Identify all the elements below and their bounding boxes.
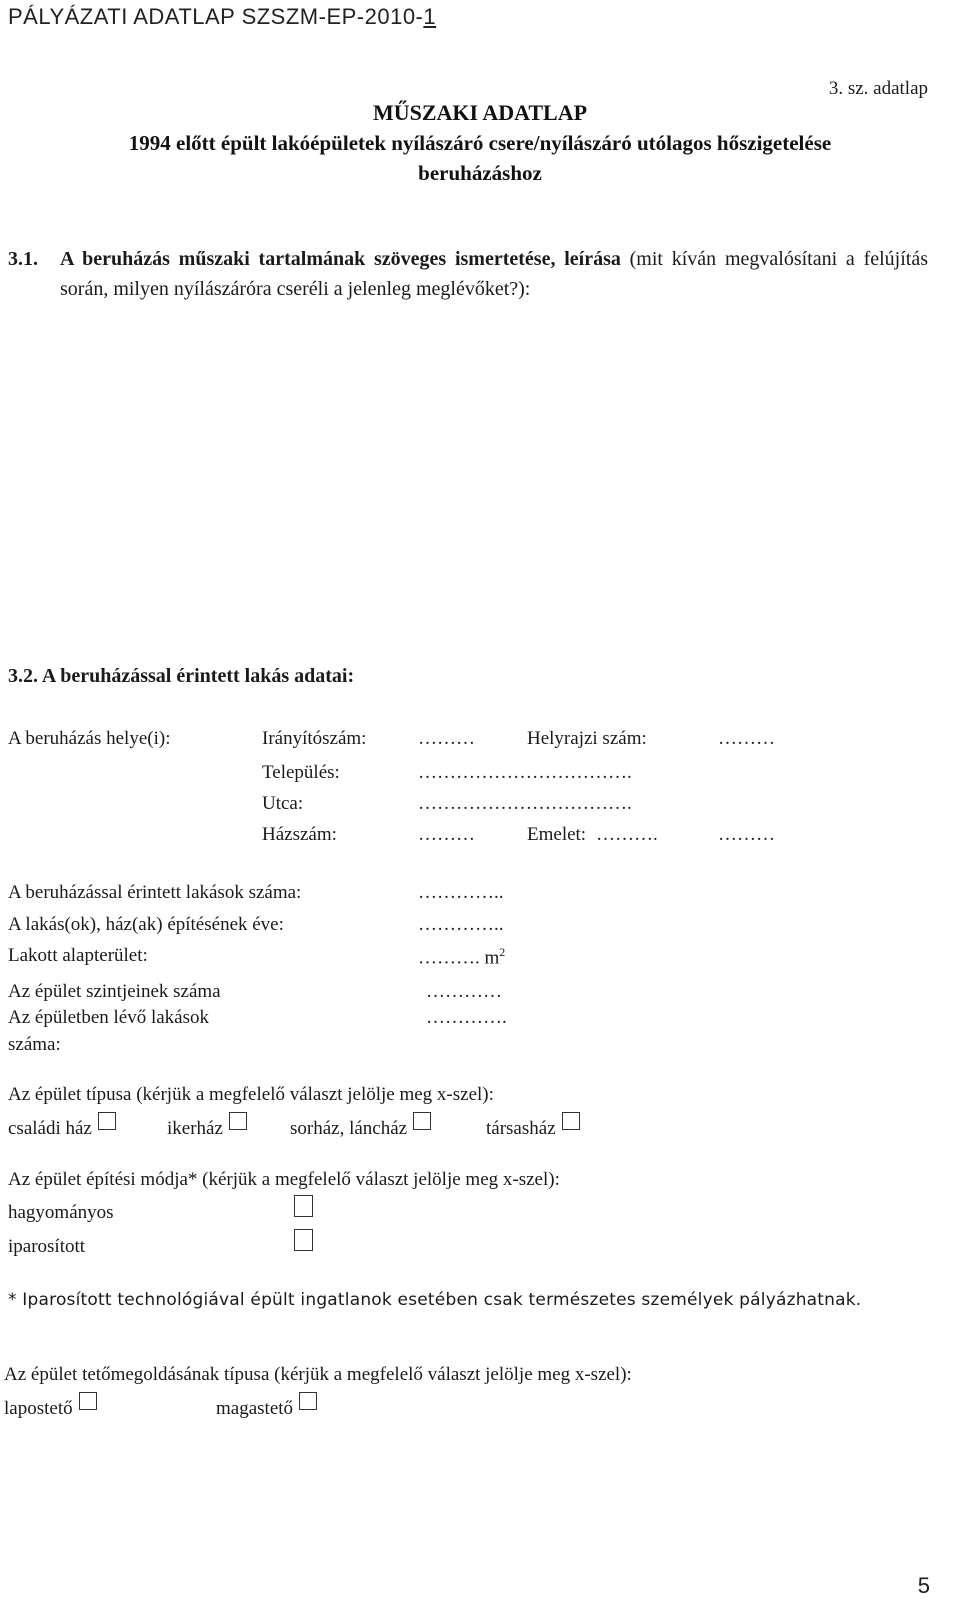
form-code: PÁLYÁZATI ADATLAP SZSZM-EP-2010- — [8, 4, 424, 29]
levels-label: Az épület szintjeinek száma — [8, 981, 221, 1002]
construction-option-industrial-label: iparosított — [8, 1236, 86, 1257]
roof-option-pitched[interactable] — [216, 1398, 317, 1420]
building-type-option-semi-detached[interactable] — [167, 1118, 247, 1140]
option-label: társasház — [486, 1118, 556, 1139]
flats-in-building-field[interactable]: …………. — [426, 1007, 507, 1028]
option-label: magastető — [216, 1398, 294, 1419]
city-label: Település: — [262, 762, 340, 783]
section-3-1-heading: A beruházás műszaki tartalmának szöveges ismertetése, leírása — [60, 248, 621, 270]
option-label: sorház, láncház — [290, 1118, 408, 1139]
footnote: * Iparosított technológiával épült ingatlanok esetében csak természetes személyek pályázhatnak. — [8, 1290, 862, 1310]
form-code-suffix: 1 — [423, 4, 437, 29]
area-field[interactable]: ………. — [418, 947, 480, 969]
floor-label: Emelet: — [527, 824, 587, 845]
section-3-1-description: (mit kíván megvalósítani a felújítás során, milyen nyílászáróra cseréli a jelenleg meglévőket?): — [60, 248, 928, 300]
form-header-title — [8, 4, 436, 30]
description-text-area[interactable] — [60, 320, 930, 640]
area-unit: m — [484, 947, 500, 969]
sheet-number: 3. sz. adatlap — [828, 78, 928, 99]
house-number-field[interactable]: ……… — [418, 824, 475, 845]
house-number-label: Házszám: — [262, 824, 337, 845]
option-label: családi ház — [8, 1118, 92, 1139]
flats-in-building-label-2: száma: — [8, 1034, 61, 1055]
page-number: 5 — [917, 1573, 930, 1598]
section-3-2-heading: 3.2. A beruházással érintett lakás adatai: — [8, 665, 355, 687]
document-title: MŰSZAKI ADATLAP — [372, 100, 588, 125]
section-3-1-number: 3.1. — [8, 248, 38, 270]
area-unit-exponent: 2 — [499, 945, 506, 959]
checkbox[interactable] — [562, 1112, 580, 1130]
roof-question: Az épület tetőmegoldásának típusa (kérjük a megfelelő választ jelölje meg x-szel): — [4, 1364, 632, 1385]
build-year-field[interactable]: ………….. — [418, 914, 504, 935]
flats-in-building-label-1: Az épületben lévő lakások — [8, 1007, 210, 1028]
hrsz-label: Helyrajzi szám: — [527, 728, 647, 749]
street-label: Utca: — [262, 793, 304, 814]
flats-count-label: A beruházással érintett lakások száma: — [8, 882, 302, 903]
building-type-option-row-house[interactable] — [290, 1118, 431, 1140]
area-row — [418, 945, 505, 969]
construction-question: Az épület építési módja* (kérjük a megfelelő választ jelölje meg x-szel): — [8, 1169, 560, 1190]
levels-field[interactable]: ………… — [426, 981, 502, 1002]
document-subtitle-line2: beruházáshoz — [418, 161, 542, 185]
building-type-option-family-house[interactable] — [8, 1118, 116, 1140]
flats-count-field[interactable]: ………….. — [418, 882, 504, 903]
checkbox[interactable] — [413, 1112, 431, 1130]
building-type-option-apartment[interactable] — [486, 1118, 580, 1140]
construction-option-industrial-checkbox[interactable] — [294, 1229, 313, 1251]
construction-option-traditional-checkbox[interactable] — [294, 1195, 313, 1217]
section-3-1-text — [60, 244, 928, 304]
document-subtitle-line1: 1994 előtt épült lakóépületek nyílászáró csere/nyílászáró utólagos hőszigetelése — [128, 131, 832, 155]
street-field[interactable]: ……………………………. — [418, 793, 632, 814]
door-field[interactable]: ……… — [718, 824, 775, 845]
building-type-question: Az épület típusa (kérjük a megfelelő választ jelölje meg x-szel): — [8, 1084, 494, 1105]
roof-option-flat[interactable] — [4, 1398, 97, 1420]
option-label: lapostető — [4, 1398, 73, 1419]
option-label: ikerház — [167, 1118, 223, 1139]
area-label: Lakott alapterület: — [8, 945, 148, 966]
build-year-label: A lakás(ok), ház(ak) építésének éve: — [8, 914, 284, 935]
city-field[interactable]: ……………………………. — [418, 762, 632, 783]
construction-option-traditional-label: hagyományos — [8, 1202, 114, 1223]
checkbox[interactable] — [79, 1392, 97, 1410]
checkbox[interactable] — [98, 1112, 116, 1130]
hrsz-field[interactable]: ……… — [718, 728, 775, 749]
location-label: A beruházás helye(i): — [8, 728, 171, 749]
zip-field[interactable]: ……… — [418, 728, 475, 749]
checkbox[interactable] — [229, 1112, 247, 1130]
section-3-1 — [8, 244, 928, 304]
checkbox[interactable] — [299, 1392, 317, 1410]
floor-field[interactable]: ………. — [596, 824, 658, 845]
zip-label: Irányítószám: — [262, 728, 367, 749]
